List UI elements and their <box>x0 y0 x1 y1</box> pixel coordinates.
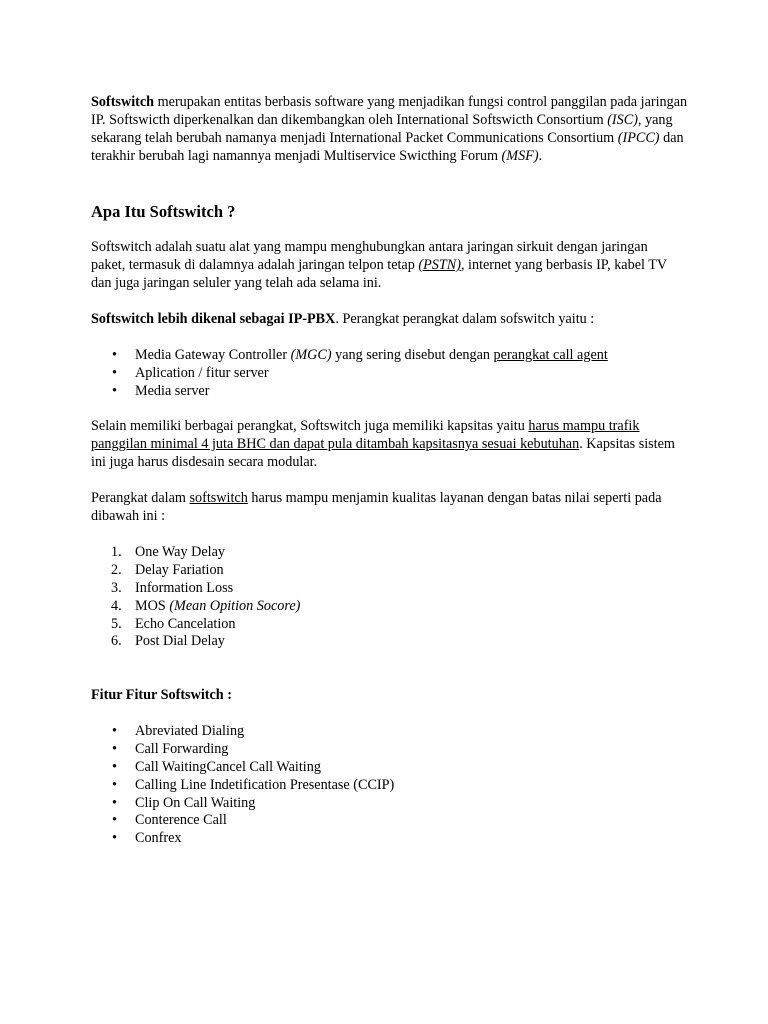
intro-ipcc: (IPCC) <box>617 130 660 146</box>
list-item <box>91 722 394 740</box>
intro-text-3: dan terakhir berubah lagi namannya menjadi Multiservice Swicthing Forum <box>91 130 684 164</box>
number-marker: 4. <box>111 597 122 614</box>
bullet-marker: • <box>112 776 117 793</box>
item-text: Delay Fariation <box>135 561 224 578</box>
item-text: Clip On Call Waiting <box>135 794 256 811</box>
heading-apa-itu: Apa Itu Softswitch ? <box>91 202 236 221</box>
item-text: Information Loss <box>135 579 234 596</box>
definition-text-1: Softswitch adalah suatu alat yang mampu menghubungkan antara jaringan sirkuit dengan jaringan paket, termasuk di dalamnya adalah jaringan telpon tetap <box>91 239 648 273</box>
intro-msf: (MSF) <box>501 148 539 164</box>
quality-text-2: harus mampu menjamin kualitas layanan dengan batas nilai seperti pada dibawah ini : <box>91 490 662 524</box>
list-item <box>91 794 394 812</box>
list-item <box>91 632 300 650</box>
item-text: Call WaitingCancel Call Waiting <box>135 758 321 775</box>
item-text: Aplication / fitur server <box>135 364 269 381</box>
item-text: Call Forwarding <box>135 740 229 757</box>
paragraph-quality <box>91 489 683 525</box>
definition-text-2: , internet yang berbasis IP, kabel TV dan juga jaringan seluler yang telah ada selama ini. <box>91 257 667 291</box>
bullet-marker: • <box>112 364 117 381</box>
list-item <box>91 346 608 364</box>
intro-text-4: . <box>538 148 543 164</box>
bullet-marker: • <box>112 740 117 757</box>
list-item <box>91 776 394 794</box>
number-marker: 6. <box>111 633 122 650</box>
list-item <box>91 382 608 400</box>
feature-list <box>91 722 394 847</box>
capacity-underlined-link[interactable]: harus mampu trafik panggilan minimal 4 juta BHC dan dapat pula ditambah kapsitasnya sesuai kebutuhan <box>91 418 640 452</box>
item-mgc: (MGC) <box>290 347 332 363</box>
bullet-marker: • <box>112 794 117 811</box>
paragraph-definition <box>91 238 683 292</box>
number-marker: 5. <box>111 615 122 632</box>
number-marker: 1. <box>111 544 122 560</box>
item-italic: (Mean Opition Socore) <box>169 597 301 614</box>
item-text: Media Gateway Controller <box>135 347 291 363</box>
intro-text-1: merupakan entitas berbasis software yang menjadikan fungsi control panggilan pada jaringan IP. Softswicth diperkenalkan dan dikembangkan oleh International Softswicth Consortium <box>91 94 688 128</box>
quality-list <box>91 543 300 650</box>
link-softswitch[interactable]: softswitch <box>189 490 248 506</box>
capacity-text-1: Selain memiliki berbagai perangkat, Softswitch juga memiliki kapsitas yaitu <box>91 418 529 434</box>
item-text: MOS <box>135 597 170 614</box>
number-marker: 3. <box>111 579 122 596</box>
list-item <box>91 543 300 561</box>
intro-term: Softswitch <box>91 94 155 110</box>
item-text: Media server <box>135 382 210 399</box>
item-text: Echo Cancelation <box>135 615 236 632</box>
list-item <box>91 364 608 382</box>
item-text: Confrex <box>135 830 182 847</box>
number-marker: 2. <box>111 561 122 578</box>
item-text: Post Dial Delay <box>135 633 225 650</box>
paragraph-ip-pbx <box>91 310 691 328</box>
bullet-marker: • <box>112 382 117 399</box>
list-item <box>91 811 394 829</box>
list-item <box>91 615 300 633</box>
capacity-text-2: . Kapsitas sistem ini juga harus disdesain secara modular. <box>91 436 675 470</box>
definition-pstn: (PSTN) <box>418 257 461 273</box>
list-item <box>91 740 394 758</box>
list-item <box>91 579 300 597</box>
item-text: Calling Line Indetification Presentase (CCIP) <box>135 776 395 793</box>
quality-text-1: Perangkat dalam <box>91 490 190 506</box>
link-perangkat-call-agent[interactable]: perangkat call agent <box>493 347 608 363</box>
intro-isc: (ISC) <box>607 112 638 128</box>
ip-pbx-bold: Softswitch lebih dikenal sebagai IP-PBX <box>91 311 336 327</box>
item-text: One Way Delay <box>135 544 225 560</box>
ip-pbx-rest: . Perangkat perangkat dalam sofswitch yaitu : <box>335 311 595 327</box>
list-item <box>91 829 394 847</box>
bullet-marker: • <box>112 830 117 847</box>
list-item <box>91 597 300 615</box>
item-text: Abreviated Dialing <box>135 723 245 739</box>
device-list <box>91 346 608 400</box>
bullet-marker: • <box>112 723 117 739</box>
paragraph-capacity <box>91 417 681 471</box>
item-text: yang sering disebut dengan <box>331 347 494 363</box>
list-item <box>91 758 394 776</box>
intro-text-2: , yang sekarang telah berubah namanya menjadi International Packet Communications Consortium <box>91 112 673 146</box>
bullet-marker: • <box>112 347 117 363</box>
bullet-marker: • <box>112 758 117 775</box>
bullet-marker: • <box>112 812 117 829</box>
item-text: Conterence Call <box>135 812 227 829</box>
intro-paragraph <box>91 93 691 165</box>
heading-fitur: Fitur Fitur Softswitch : <box>91 687 232 703</box>
list-item <box>91 561 300 579</box>
